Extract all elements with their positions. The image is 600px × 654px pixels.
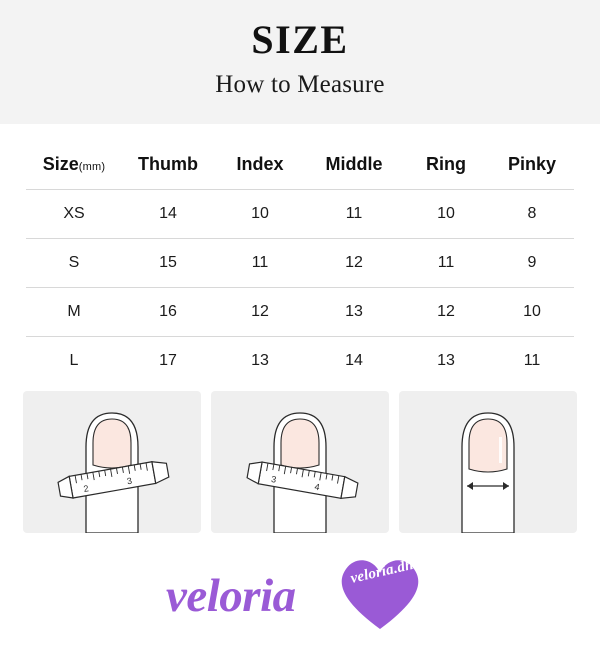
column-header-ring: Ring xyxy=(426,154,466,174)
column-header-size-unit: (mm) xyxy=(78,161,106,173)
table-header-row xyxy=(26,148,574,190)
cell-middle: 13 xyxy=(306,288,402,337)
cell-size: S xyxy=(26,239,122,288)
cell-ring: 11 xyxy=(402,239,490,288)
column-header-middle: Middle xyxy=(325,154,383,174)
column-header-index: Index xyxy=(236,154,284,174)
cell-size: M xyxy=(26,288,122,337)
finger-measure-width-arrow-icon xyxy=(399,391,577,533)
cell-thumb: 15 xyxy=(122,239,214,288)
cell-index: 11 xyxy=(214,239,306,288)
cell-pinky: 10 xyxy=(490,288,574,337)
column-header-pinky: Pinky xyxy=(507,154,557,174)
table-row xyxy=(26,337,574,386)
column-header-size xyxy=(26,148,122,190)
cell-middle: 14 xyxy=(306,337,402,386)
size-table-body xyxy=(26,190,574,386)
cell-index: 12 xyxy=(214,288,306,337)
column-header-thumb: Thumb xyxy=(138,154,198,174)
tape-tick-label: 3 xyxy=(270,474,278,485)
cell-pinky: 11 xyxy=(490,337,574,386)
size-table-container xyxy=(0,124,600,385)
tape-tick-label: 3 xyxy=(126,475,133,487)
table-row xyxy=(26,239,574,288)
illustration-card-3 xyxy=(399,391,577,533)
table-row xyxy=(26,288,574,337)
illustration-card-1 xyxy=(23,391,201,533)
size-table-header xyxy=(26,148,574,190)
column-header-size-label: Size xyxy=(42,154,79,174)
cell-size: L xyxy=(26,337,122,386)
tape-tick-label: 2 xyxy=(82,483,90,494)
cell-ring: 12 xyxy=(402,288,490,337)
cell-size: XS xyxy=(26,190,122,239)
cell-index: 13 xyxy=(214,337,306,386)
tape-tick-label: 4 xyxy=(313,481,321,493)
cell-thumb: 17 xyxy=(122,337,214,386)
table-row xyxy=(26,190,574,239)
footer xyxy=(0,533,600,643)
cell-middle: 12 xyxy=(306,239,402,288)
finger-measure-tape-left-icon xyxy=(23,391,201,533)
cell-index: 10 xyxy=(214,190,306,239)
cell-thumb: 14 xyxy=(122,190,214,239)
brand-name: veloria xyxy=(166,570,296,622)
brand-handle: veloria.dhk xyxy=(349,555,423,587)
cell-ring: 10 xyxy=(402,190,490,239)
bottom-strip xyxy=(0,636,600,654)
page-subtitle: How to Measure xyxy=(215,71,385,98)
header xyxy=(0,0,600,124)
cell-thumb: 16 xyxy=(122,288,214,337)
cell-pinky: 8 xyxy=(490,190,574,239)
size-table xyxy=(26,148,574,385)
illustration-row xyxy=(0,385,600,533)
page-title: SIZE xyxy=(251,17,349,62)
brand-logo xyxy=(150,545,450,631)
cell-pinky: 9 xyxy=(490,239,574,288)
illustration-card-2 xyxy=(211,391,389,533)
finger-measure-tape-right-icon xyxy=(211,391,389,533)
cell-ring: 13 xyxy=(402,337,490,386)
cell-middle: 11 xyxy=(306,190,402,239)
